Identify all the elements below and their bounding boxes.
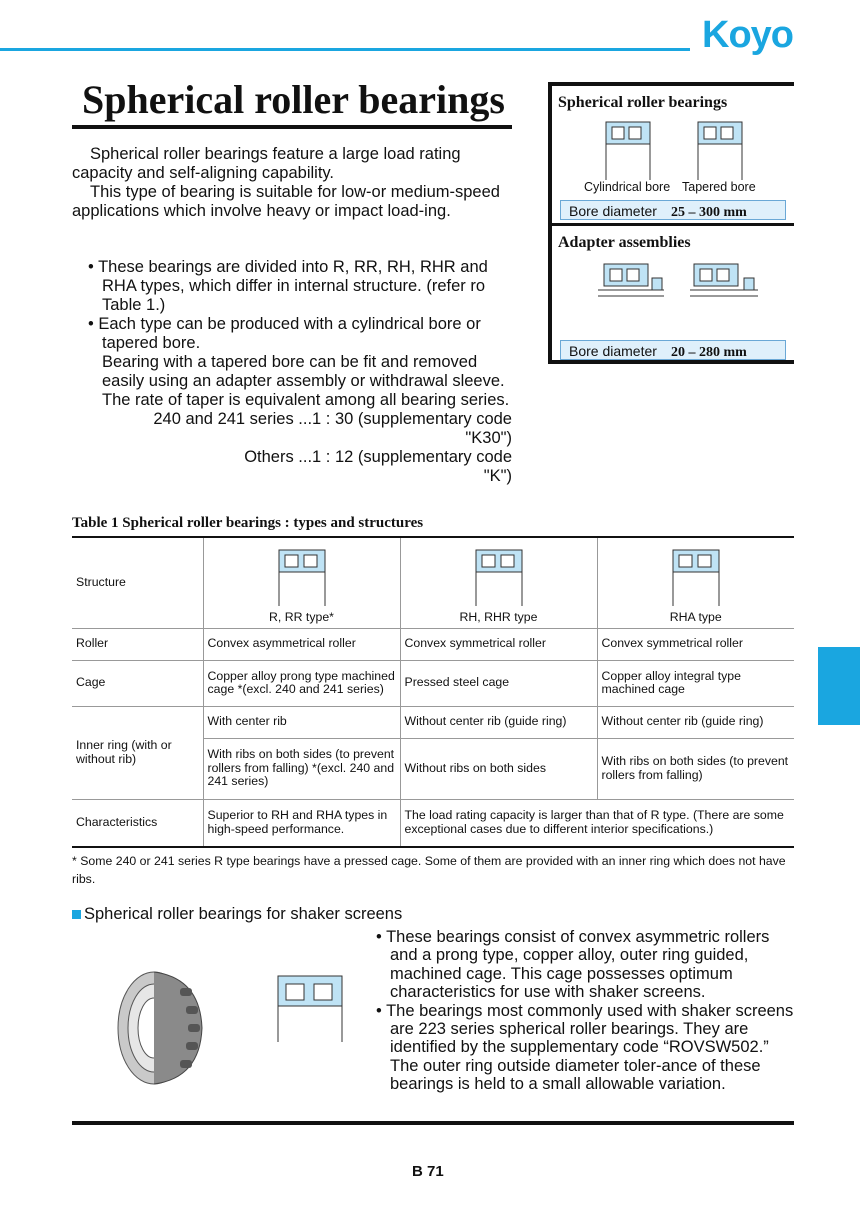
cylindrical-bore-label: Cylindrical bore bbox=[584, 180, 671, 194]
table-footnote: * Some 240 or 241 series R type bearings have a pressed cage. Some of them are provided with an inner ring which does not have ribs. bbox=[72, 854, 786, 886]
intro-paragraph: Spherical roller bearings feature a large load rating capacity and self-aligning capability. bbox=[72, 145, 461, 182]
shaker-title-text: Spherical roller bearings for shaker screens bbox=[84, 905, 403, 923]
table-cell: Without center rib (guide ring) bbox=[597, 706, 794, 738]
bore-value: 20 – 280 mm bbox=[670, 345, 747, 360]
row-label: Cage bbox=[72, 660, 203, 706]
r-type-structure-icon bbox=[277, 548, 327, 608]
title-rule bbox=[72, 125, 512, 129]
square-bullet-icon bbox=[72, 910, 81, 919]
table-cell: Convex asymmetrical roller bbox=[203, 628, 400, 660]
rha-type-structure-icon bbox=[671, 548, 721, 608]
bullet-continuation: Bearing with a tapered bore can be fit and removed easily using an adapter assembly or withdrawal sleeve. The rate of taper is equivalent among all bearing series. bbox=[102, 353, 510, 409]
shaker-bullet: • The bearings most commonly used with shaker screens are 223 series spherical roller bearings. They are identified by the supplementary code “ROVSW502.” The outer ring outside diameter toler-ance of these bearings is held to a small allowable variation. bbox=[376, 1001, 794, 1094]
type-label: R, RR type* bbox=[269, 610, 334, 624]
shaker-bullet: • These bearings consist of convex asymmetric rollers and a prong type, copper alloy, outer ring guided, machined cage. This cage possesses optimum characteristics for use with shaker screens. bbox=[376, 928, 770, 1002]
tapered-bore-icon bbox=[698, 122, 742, 180]
table-cell: With ribs on both sides (to prevent rollers from falling) *(excl. 240 and 241 series) bbox=[203, 738, 400, 799]
intro-text bbox=[72, 145, 512, 221]
table-row bbox=[72, 628, 794, 660]
bearing-range-box bbox=[548, 82, 794, 364]
adapter-assembly-drawings bbox=[598, 262, 768, 302]
row-label: Characteristics bbox=[72, 799, 203, 847]
page-title: Spherical roller bearings bbox=[82, 77, 505, 122]
structure-label: Structure bbox=[72, 537, 203, 628]
page-number: B 71 bbox=[412, 1163, 444, 1180]
box-divider bbox=[552, 223, 794, 226]
table-row bbox=[72, 799, 794, 847]
table-cell: Copper alloy prong type machined cage *(excl. 240 and 241 series) bbox=[203, 660, 400, 706]
table-cell: Superior to RH and RHA types in high-speed performance. bbox=[203, 799, 400, 847]
shaker-description bbox=[376, 928, 796, 1094]
header-rule bbox=[0, 48, 690, 51]
table-row bbox=[72, 660, 794, 706]
bore-label: Bore diameter bbox=[569, 203, 657, 219]
bore-range-1 bbox=[560, 200, 786, 220]
table-row bbox=[72, 537, 794, 628]
bullet-list bbox=[72, 258, 512, 486]
bore-value: 25 – 300 mm bbox=[670, 205, 747, 220]
adapter-section-title: Adapter assemblies bbox=[558, 234, 691, 251]
types-structures-table bbox=[72, 536, 794, 848]
table-cell: The load rating capacity is larger than that of R type. (There are some exceptional cases due to different interior specifications.) bbox=[400, 799, 794, 847]
table-cell: Convex symmetrical roller bbox=[597, 628, 794, 660]
bearing-photo bbox=[110, 968, 210, 1088]
shaker-section-title bbox=[72, 905, 402, 924]
section-tab bbox=[818, 647, 860, 725]
row-label: Roller bbox=[72, 628, 203, 660]
bore-type-drawings bbox=[602, 120, 752, 182]
intro-paragraph: This type of bearing is suitable for low-or medium-speed applications which involve heavy or impact load-ing. bbox=[72, 183, 500, 220]
taper-rate-2: Others ...1 : 12 (supplementary code "K") bbox=[244, 448, 512, 485]
table-cell: Without ribs on both sides bbox=[400, 738, 597, 799]
table-row bbox=[72, 706, 794, 738]
bore-range-2 bbox=[560, 340, 786, 360]
shaker-bearing-cross-section-icon bbox=[276, 974, 346, 1044]
type-cell bbox=[597, 537, 794, 628]
rh-type-structure-icon bbox=[474, 548, 524, 608]
table-cell: With ribs on both sides (to prevent rollers from falling) bbox=[597, 738, 794, 799]
type-label: RH, RHR type bbox=[459, 610, 538, 624]
taper-rate-1: 240 and 241 series ...1 : 30 (supplementary code "K30") bbox=[153, 410, 512, 447]
table-cell: Without center rib (guide ring) bbox=[400, 706, 597, 738]
adapter-assembly-icon bbox=[598, 264, 664, 296]
table-cell: Convex symmetrical roller bbox=[400, 628, 597, 660]
spherical-section-title: Spherical roller bearings bbox=[558, 94, 728, 111]
bullet-item: • Each type can be produced with a cylindrical bore or tapered bore. bbox=[88, 315, 481, 352]
brand-logo: Koyo bbox=[702, 14, 793, 56]
row-label: Inner ring (with or without rib) bbox=[72, 706, 203, 799]
type-cell bbox=[400, 537, 597, 628]
type-cell bbox=[203, 537, 400, 628]
table-cell: With center rib bbox=[203, 706, 400, 738]
bottom-rule bbox=[72, 1121, 794, 1125]
adapter-assembly-icon bbox=[690, 264, 758, 296]
table-cell: Pressed steel cage bbox=[400, 660, 597, 706]
table-cell: Copper alloy integral type machined cage bbox=[597, 660, 794, 706]
table-title: Table 1 Spherical roller bearings : types and structures bbox=[72, 515, 424, 531]
cylindrical-bore-icon bbox=[606, 122, 650, 180]
bore-label: Bore diameter bbox=[569, 343, 657, 359]
type-label: RHA type bbox=[669, 610, 722, 624]
bullet-item: • These bearings are divided into R, RR, RH, RHR and RHA types, which differ in internal structure. (refer ro Table 1.) bbox=[88, 258, 488, 314]
tapered-bore-label: Tapered bore bbox=[682, 180, 756, 194]
